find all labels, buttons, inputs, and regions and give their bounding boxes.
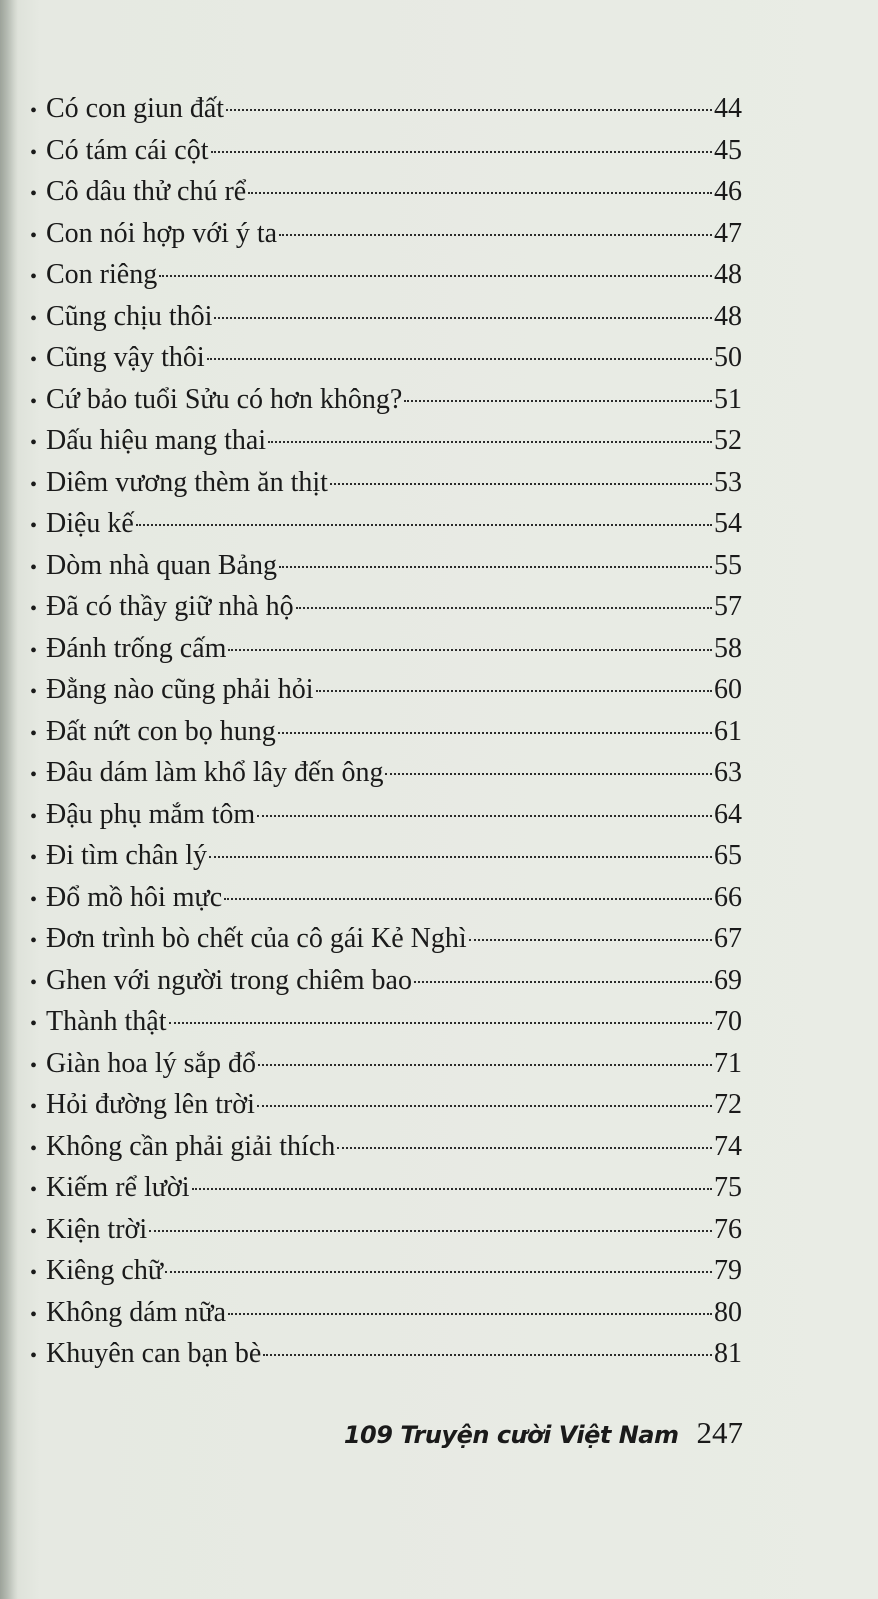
toc-entry-page: 55: [714, 549, 742, 581]
toc-entry: [30, 960, 742, 1002]
toc-entry-title: Đánh trống cấm: [46, 632, 227, 664]
toc-entry-title: Khuyên can bạn bè: [46, 1338, 262, 1369]
toc-entry-page: 57: [714, 591, 742, 622]
dot-leader: [330, 483, 712, 485]
toc-entry: [30, 379, 742, 421]
toc-entry: [30, 130, 742, 172]
toc-entry: [30, 337, 742, 379]
dot-leader: [257, 1105, 712, 1107]
toc-entry-page: 52: [714, 425, 742, 456]
dot-leader: [248, 192, 712, 194]
bullet-icon: •: [30, 847, 38, 869]
bullet-icon: •: [30, 349, 38, 371]
bullet-icon: •: [30, 639, 38, 662]
toc-entry-title: Con nói hợp với ý ta: [46, 217, 278, 249]
dot-leader: [226, 109, 712, 111]
toc-entry: [30, 462, 742, 504]
toc-entry: [30, 877, 742, 919]
toc-entry: [30, 711, 742, 753]
dot-leader: [192, 1188, 713, 1190]
dot-leader: [469, 939, 712, 941]
toc-entry: [30, 503, 742, 545]
toc-entry: [30, 420, 742, 462]
dot-leader: [207, 358, 712, 360]
toc-entry-title: Đâu dám làm khổ lây đến ông: [46, 757, 384, 788]
toc-entry-title: Giàn hoa lý sắp đổ: [46, 1047, 256, 1079]
toc-entry-title: Diêm vương thèm ăn thịt: [46, 466, 328, 498]
dot-leader: [136, 524, 712, 526]
bullet-icon: •: [30, 1137, 38, 1160]
bullet-icon: •: [30, 224, 38, 247]
toc-entry: [30, 254, 742, 296]
toc-entry-page: 63: [714, 757, 742, 788]
toc-entry: [30, 296, 742, 338]
bullet-icon: •: [30, 1262, 38, 1284]
toc-entry-title: Đất nứt con bọ hung: [46, 715, 276, 747]
dot-leader: [279, 566, 712, 568]
toc-entry-page: 53: [714, 466, 742, 498]
dot-leader: [211, 151, 712, 153]
bullet-icon: •: [30, 141, 38, 164]
toc-entry-title: Hỏi đường lên trời: [46, 1089, 255, 1120]
dot-leader: [149, 1230, 712, 1232]
bullet-icon: •: [30, 183, 38, 205]
bullet-icon: •: [30, 888, 38, 911]
bullet-icon: •: [30, 681, 38, 703]
bullet-icon: •: [30, 805, 38, 828]
toc-entry-title: Dòm nhà quan Bảng: [46, 549, 277, 581]
toc-entry-title: Kiện trời: [46, 1213, 148, 1245]
toc-entry-page: 48: [714, 259, 742, 290]
dot-leader: [279, 234, 712, 236]
toc-entry: [30, 1126, 742, 1168]
toc-entry: [30, 545, 742, 587]
toc-entry-title: Cũng vậy thôi: [46, 342, 205, 373]
toc-entry: [30, 794, 742, 836]
toc-entry-title: Đi tìm chân lý: [46, 840, 207, 871]
dot-leader: [263, 1354, 712, 1356]
bullet-icon: •: [30, 1054, 38, 1077]
toc-entry: [30, 1292, 742, 1334]
toc-entry-page: 44: [714, 93, 742, 124]
toc-entry-title: Cô dâu thử chú rể: [46, 176, 247, 207]
toc-entry-title: Đằng nào cũng phải hỏi: [46, 674, 314, 705]
toc-entry-page: 45: [714, 134, 742, 166]
toc-entry-title: Không cần phải giải thích: [46, 1130, 336, 1162]
dot-leader: [224, 898, 712, 900]
bullet-icon: •: [30, 764, 38, 786]
table-of-contents: [30, 88, 742, 1375]
toc-entry-page: 69: [714, 964, 742, 996]
toc-entry: [30, 586, 742, 628]
dot-leader: [316, 690, 713, 692]
bullet-icon: •: [30, 432, 38, 454]
toc-entry-title: Cứ bảo tuổi Sửu có hơn không?: [46, 383, 403, 415]
bullet-icon: •: [30, 1013, 38, 1035]
toc-entry-page: 65: [714, 840, 742, 871]
toc-entry-page: 60: [714, 674, 742, 705]
toc-entry-page: 47: [714, 217, 742, 249]
bullet-icon: •: [30, 307, 38, 330]
toc-entry-title: Diệu kế: [46, 508, 134, 539]
bullet-icon: •: [30, 390, 38, 413]
bullet-icon: •: [30, 515, 38, 537]
toc-entry-page: 71: [714, 1047, 742, 1079]
toc-entry: [30, 835, 742, 877]
toc-entry-title: Thành thật: [46, 1006, 167, 1037]
toc-entry-title: Dấu hiệu mang thai: [46, 425, 267, 456]
page-footer: [344, 1415, 743, 1451]
book-title: 109 Truyện cười Việt Nam: [343, 1421, 679, 1449]
dot-leader: [404, 400, 712, 402]
dot-leader: [337, 1147, 712, 1149]
toc-entry-page: 50: [714, 342, 742, 373]
toc-entry-page: 75: [714, 1172, 742, 1203]
toc-entry-page: 81: [714, 1338, 742, 1369]
page-number: 247: [696, 1415, 743, 1450]
toc-entry: [30, 1250, 742, 1292]
dot-leader: [159, 275, 712, 277]
toc-entry-page: 74: [714, 1130, 742, 1162]
toc-entry-page: 48: [714, 300, 742, 332]
dot-leader: [385, 773, 712, 775]
bullet-icon: •: [30, 930, 38, 952]
toc-entry: [30, 669, 742, 711]
dot-leader: [258, 1064, 712, 1066]
dot-leader: [296, 607, 712, 609]
bullet-icon: •: [30, 1345, 38, 1367]
bullet-icon: •: [30, 266, 38, 288]
toc-entry: [30, 88, 742, 130]
bullet-icon: •: [30, 1096, 38, 1118]
bullet-icon: •: [30, 100, 38, 122]
toc-entry: [30, 1209, 742, 1251]
toc-entry-page: 64: [714, 798, 742, 830]
toc-entry: [30, 213, 742, 255]
toc-entry-title: Kiêng chữ: [46, 1255, 164, 1286]
dot-leader: [278, 732, 712, 734]
dot-leader: [257, 815, 712, 817]
toc-entry: [30, 171, 742, 213]
toc-entry-page: 67: [714, 923, 742, 954]
toc-entry: [30, 1167, 742, 1209]
toc-entry-title: Con riêng: [46, 259, 158, 290]
toc-entry-title: Không dám nữa: [46, 1296, 227, 1328]
toc-entry-title: Cũng chịu thôi: [46, 300, 213, 332]
toc-entry-page: 79: [714, 1255, 742, 1286]
bullet-icon: •: [30, 1303, 38, 1326]
toc-entry: [30, 1043, 742, 1085]
toc-entry-page: 54: [714, 508, 742, 539]
toc-entry-page: 66: [714, 881, 742, 913]
toc-entry-page: 58: [714, 632, 742, 664]
bullet-icon: •: [30, 1179, 38, 1201]
toc-entry-page: 61: [714, 715, 742, 747]
toc-entry-page: 46: [714, 176, 742, 207]
bullet-icon: •: [30, 971, 38, 994]
dot-leader: [209, 856, 712, 858]
toc-entry-page: 80: [714, 1296, 742, 1328]
toc-entry-title: Ghen với người trong chiêm bao: [46, 964, 412, 996]
toc-entry-title: Kiếm rể lười: [46, 1172, 190, 1203]
dot-leader: [228, 649, 712, 651]
toc-entry-title: Đậu phụ mắm tôm: [46, 798, 256, 830]
toc-entry-page: 72: [714, 1089, 742, 1120]
bullet-icon: •: [30, 556, 38, 579]
toc-entry: [30, 918, 742, 960]
dot-leader: [228, 1313, 712, 1315]
dot-leader: [165, 1271, 712, 1273]
toc-entry-page: 51: [714, 383, 742, 415]
toc-entry-page: 70: [714, 1006, 742, 1037]
toc-entry: [30, 1001, 742, 1043]
dot-leader: [268, 441, 712, 443]
toc-entry: [30, 752, 742, 794]
bullet-icon: •: [30, 473, 38, 496]
toc-entry: [30, 628, 742, 670]
toc-entry: [30, 1084, 742, 1126]
toc-entry-title: Đơn trình bò chết của cô gái Kẻ Nghì: [46, 923, 467, 954]
dot-leader: [169, 1022, 712, 1024]
dot-leader: [414, 981, 712, 983]
spine-shadow: [0, 0, 18, 1599]
bullet-icon: •: [30, 722, 38, 745]
bullet-icon: •: [30, 598, 38, 620]
toc-entry-page: 76: [714, 1213, 742, 1245]
dot-leader: [214, 317, 712, 319]
toc-entry: [30, 1333, 742, 1375]
bullet-icon: •: [30, 1220, 38, 1243]
toc-entry-title: Đã có thầy giữ nhà hộ: [46, 591, 294, 622]
toc-entry-title: Đổ mồ hôi mực: [46, 881, 223, 913]
toc-entry-title: Có tám cái cột: [46, 134, 209, 166]
toc-entry-title: Có con giun đất: [46, 93, 225, 124]
